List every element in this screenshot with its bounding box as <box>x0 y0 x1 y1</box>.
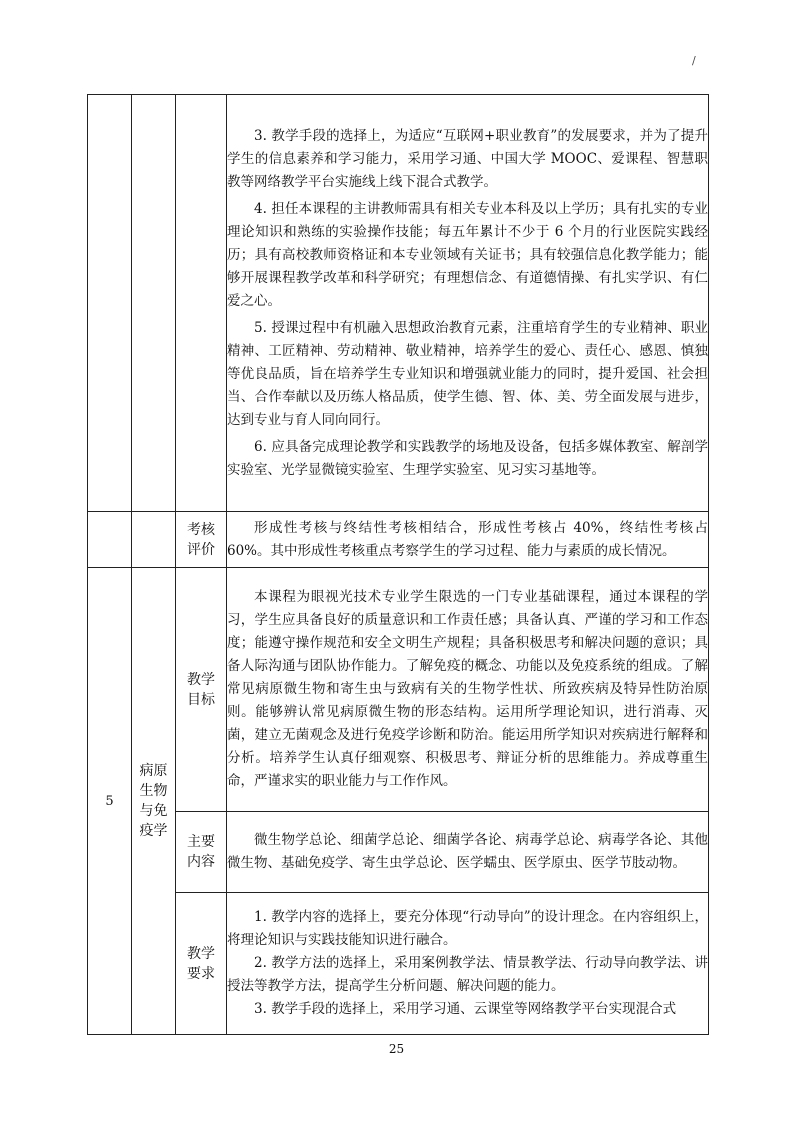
assessment-label: 考核评价 <box>176 512 227 568</box>
requirement-item: 2. 教学方法的选择上，采用案例教学法、情景教学法、行动导向教学法、讲授法等教学方法，提高学生分析问题、解决问题的能力。 <box>227 955 708 994</box>
course-name: 病原生物与免疫学 <box>132 568 176 1035</box>
objectives-text: 本课程为眼视光技术专业学生限选的一门专业基础课程，通过本课程的学习，学生应具备良好的质量意识和工作责任感；具备认真、严谨的学习和工作态度；能遵守操作规范和安全文明生产规程；具备积极思考和解决问题的意识；具备人际沟通与团队协作能力。了解免疫的概念、功能以及免疫系统的组成。了解常见病原微生物和寄生虫与致病有关的生物学性状、所致疾病及特异性防治原则。能够辨认常见病原微生物的形态结构。运用所学理论知识，进行消毒、灭菌，建立无菌观念及进行免疫学诊断和防治。能运用所学知识对疾病进行解释和分析。培养学生认真仔细观察、积极思考、辩证分析的思维能力。养成尊重生命，严谨求实的职业能力与工作作风。 <box>227 568 709 812</box>
table-row <box>88 893 709 1035</box>
empty-label-cell <box>176 95 227 512</box>
empty-number-cell <box>88 512 132 568</box>
course-number: 5 <box>88 568 132 1035</box>
assessment-text: 形成性考核与终结性考核相结合，形成性考核占 40%，终结性考核占 60%。其中形成性考核重点考察学生的学习过程、能力与素质的成长情况。 <box>227 512 709 568</box>
table-row <box>88 512 709 568</box>
course-table <box>87 94 709 1035</box>
requirement-item: 4. 担任本课程的主讲教师需具有相关专业本科及以上学历；具有扎实的专业理论知识和熟练的实验操作技能；每五年累计不少于 6 个月的行业医院实践经历；具有高校教师资格证和本专业领域有关证书；具有较强信息化教学能力；能够开展课程教学改革和科学研究；有理想信念、有道德情操、有扎实学识、有仁爱之心。 <box>227 200 708 309</box>
requirements-label: 教学要求 <box>176 893 227 1035</box>
table-row <box>88 812 709 893</box>
empty-number-cell <box>88 95 132 512</box>
corner-mark: / <box>692 54 696 67</box>
table-row <box>88 568 709 812</box>
table-row <box>88 95 709 512</box>
requirement-item: 5. 授课过程中有机融入思想政治教育元素，注重培育学生的专业精神、职业精神、工匠精神、劳动精神、敬业精神，培养学生的爱心、责任心、感恩、慎独等优良品质，旨在培养学生专业知识和增强就业能力的同时，提升爱国、社会担当、合作奉献以及历练人格品质，使学生德、智、体、美、劳全面发展与进步，达到专业与育人同向同行。 <box>227 319 708 428</box>
teaching-requirements-continued <box>227 95 709 512</box>
content-label: 主要内容 <box>176 812 227 893</box>
requirement-item: 3. 教学手段的选择上，为适应“互联网+职业教育”的发展要求，并为了提升学生的信息素养和学习能力，采用学习通、中国大学 MOOC、爱课程、智慧职教等网络教学平台实施线上线下混合式教学。 <box>227 127 708 190</box>
requirement-item: 3. 教学手段的选择上，采用学习通、云课堂等网络教学平台实现混合式 <box>254 1001 677 1017</box>
empty-name-cell <box>132 95 176 512</box>
objectives-label: 教学目标 <box>176 568 227 812</box>
requirement-item: 6. 应具备完成理论教学和实践教学的场地及设备，包括多媒体教室、解剖学实验室、光学显微镜实验室、生理学实验室、见习实习基地等。 <box>227 438 708 478</box>
content-text: 微生物学总论、细菌学总论、细菌学各论、病毒学总论、病毒学各论、其他微生物、基础免疫学、寄生虫学总论、医学蠕虫、医学原虫、医学节肢动物。 <box>227 812 709 893</box>
empty-name-cell <box>132 512 176 568</box>
requirements-text <box>227 893 709 1035</box>
page-number: 25 <box>388 1042 405 1056</box>
requirement-item: 1. 教学内容的选择上，要充分体现“行动导向”的设计理念。在内容组织上，将理论知识与实践技能知识进行融合。 <box>227 909 708 948</box>
